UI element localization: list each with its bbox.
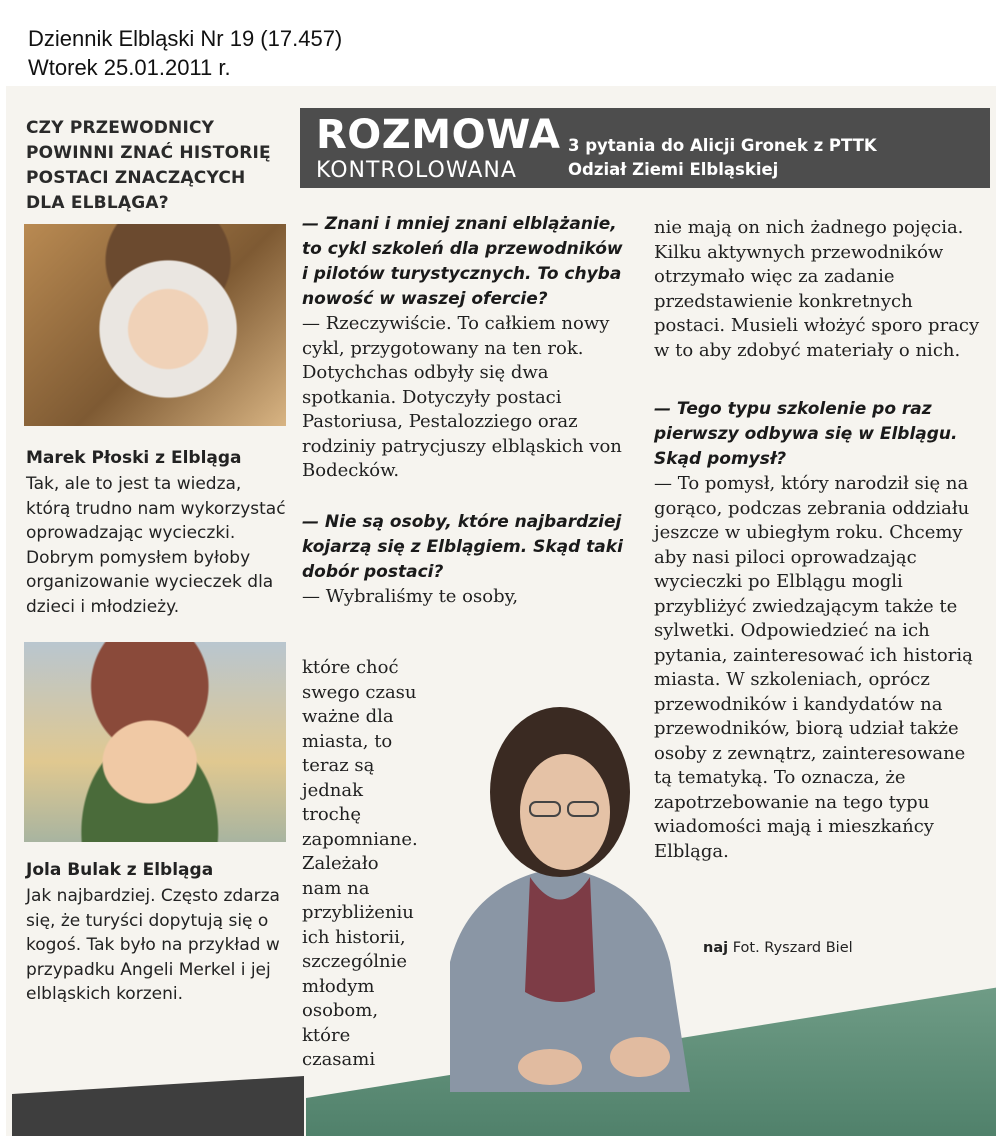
person2-answer: Jak najbardziej. Często zdarza się, że turyści dopytują się o kogoś. Tak było na przykład w przypadku Angeli Merkel i jej elbląskich korzeni. [26, 886, 280, 1005]
credit-photographer: Fot. Ryszard Biel [732, 940, 853, 956]
person1-name: Marek Płoski z Elbląga [26, 448, 242, 468]
person1-answer: Tak, ale to jest ta wiedza, którą trudno nam wykorzystać oprowadzając wycieczki. Dobrym pomysłem byłoby organizowanie wycieczek dla dzieci i młodzieży. [26, 474, 286, 617]
header-info-line2: Odział Ziemi Elbląskiej [568, 160, 779, 179]
newspaper-clipping [6, 86, 996, 1136]
question-2: — Nie są osoby, które najbardziej kojarzą się z Elblągiem. Skąd taki dobór postaci? [302, 511, 623, 582]
person2-name: Jola Bulak z Elbląga [26, 860, 214, 880]
article-column-1 [302, 212, 632, 609]
question-3: — Tego typu szkolenie po raz pierwszy odbywa się w Elblągu. Skąd pomysł? [654, 399, 958, 469]
publication-caption [28, 24, 342, 82]
answer-2-start: — Wybraliśmy te osoby, [302, 585, 519, 607]
article-column-2 [654, 216, 984, 864]
question-1: — Znani i mniej znani elblążanie, to cykl szkoleń dla przewodników i pilotów turystycznych. To chyba nowość w waszej ofercie? [302, 214, 623, 309]
credit-author: naj [703, 940, 729, 956]
photo-credit [703, 940, 853, 956]
publication-date: Wtorek 25.01.2011 r. [28, 55, 231, 80]
header-info-line1: 3 pytania do Alicji Gronek z PTTK [568, 136, 877, 155]
answer-2-continued: nie mają on nich żadnego pojęcia. Kilku aktywnych przewodników otrzymało więc za zadanie przedstawienie konkretnych postaci. Musieli włożyć sporo pracy w to aby zdobyć materiały o nich. [654, 217, 980, 361]
header-subtitle: KONTROLOWANA [316, 158, 517, 183]
sidebar-poll [12, 86, 292, 1136]
publication-issue: Dziennik Elbląski Nr 19 (17.457) [28, 26, 343, 51]
poll-question: CZY PRZEWODNICY POWINNI ZNAĆ HISTORIĘ POSTACI ZNACZĄCYCH DLA ELBLĄGA? [26, 118, 271, 213]
answer-1: — Rzeczywiście. To całkiem nowy cykl, przygotowany na ten rok. Dotychchas odbyły się dwa spotkania. Dotyczyły postaci Pastoriusa, Pestalozziego oraz rodziniy patrycjuszy elbląskich von Bodecków. [302, 313, 622, 481]
person2-photo [24, 642, 286, 842]
column-header [300, 108, 990, 188]
person1-photo [24, 224, 286, 426]
header-interview-info [568, 134, 968, 182]
header-title: ROZMOWA [316, 112, 561, 158]
answer-3: — To pomysł, który narodził się na gorąco, podczas zebrania oddziału jeszcze w ubiegłym roku. Chcemy aby nasi piloci oprowadzając wycieczki po Elblągu mogli przybliżyć zwiedzającym także te sylwetki. Odpowiedzieć na ich pytania, zainteresować ich historią miasta. W szkoleniach, oprócz przewodników i kandydatów na przewodników, biorą udział także osoby z zewnątrz, zainteresowane tą tematyką. To oznacza, że zapotrzebowanie na tego typu wiadomości mają i mieszkańcy Elbląga. [654, 473, 973, 862]
answer-2-narrow: które choć swego czasu ważne dla miasta, to teraz są jednak trochę zapomniane. Zależało nam na przybliżeniu ich historii, szczególnie młodym osobom, które czasami [302, 657, 418, 1070]
